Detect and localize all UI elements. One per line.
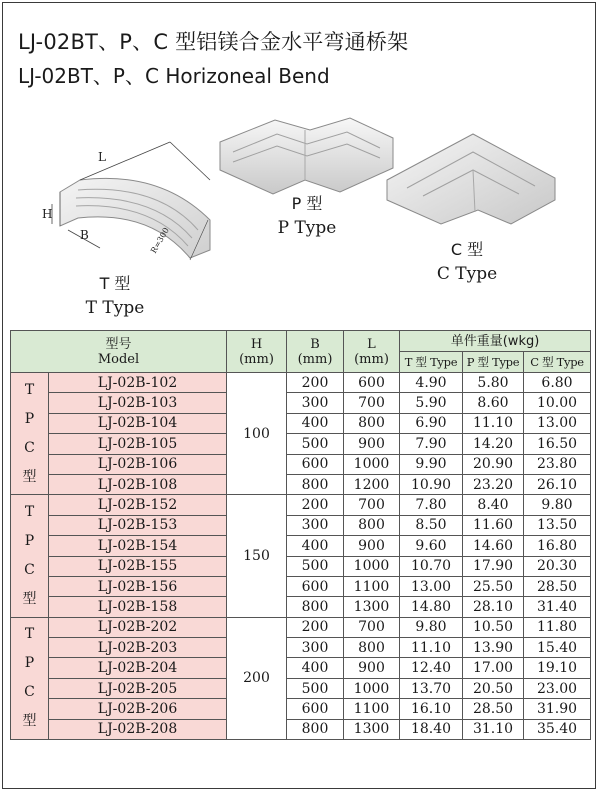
l-cell: 800 [344, 413, 400, 433]
l-cell: 1300 [344, 597, 400, 617]
l-cell: 1200 [344, 474, 400, 494]
type-letter: P [24, 533, 35, 550]
c-weight-cell: 23.00 [524, 678, 591, 698]
t-weight-cell: 4.90 [400, 373, 463, 393]
p-weight-cell: 11.60 [463, 515, 524, 535]
table-row [11, 495, 591, 515]
type-letter: C [24, 439, 35, 456]
table-row [11, 434, 591, 454]
table-row [11, 638, 591, 658]
b-cell: 500 [287, 678, 344, 698]
p-weight-cell: 8.60 [463, 393, 524, 413]
b-cell: 500 [287, 556, 344, 576]
type-letter: P [24, 410, 35, 427]
dim-h-label: H [42, 207, 53, 221]
l-cell: 900 [344, 658, 400, 678]
c-weight-cell: 6.80 [524, 373, 591, 393]
t-type-caption [70, 272, 160, 320]
l-cell: 700 [344, 393, 400, 413]
p-weight-cell: 31.10 [463, 719, 524, 739]
c-weight-cell: 20.30 [524, 556, 591, 576]
p-weight-cell: 8.40 [463, 495, 524, 515]
model-cell: LJ-02B-106 [49, 454, 227, 474]
t-type-illustration [40, 140, 240, 280]
c-type-caption-en: C Type [436, 264, 498, 284]
p-type-caption [262, 192, 352, 240]
header-weight: 单件重量(wkg) [400, 331, 591, 352]
t-weight-cell: 13.70 [400, 678, 463, 698]
b-cell: 300 [287, 515, 344, 535]
b-cell: 600 [287, 699, 344, 719]
table-row [11, 556, 591, 576]
p-weight-cell: 17.90 [463, 556, 524, 576]
header-t-type: T 型 Type [400, 352, 463, 373]
type-group-label [11, 617, 49, 739]
t-type-caption-en: T Type [85, 298, 145, 318]
header-b-label: B [310, 336, 320, 352]
l-cell: 1000 [344, 454, 400, 474]
model-cell: LJ-02B-152 [49, 495, 227, 515]
model-cell: LJ-02B-202 [49, 617, 227, 637]
p-weight-cell: 25.50 [463, 576, 524, 596]
l-cell: 900 [344, 536, 400, 556]
b-cell: 200 [287, 617, 344, 637]
c-weight-cell: 35.40 [524, 719, 591, 739]
p-weight-cell: 14.20 [463, 434, 524, 454]
table-row [11, 658, 591, 678]
table-row [11, 515, 591, 535]
t-weight-cell: 8.50 [400, 515, 463, 535]
table-row [11, 474, 591, 494]
c-weight-cell: 16.80 [524, 536, 591, 556]
b-cell: 600 [287, 454, 344, 474]
type-letter: C [24, 684, 35, 701]
c-weight-cell: 11.80 [524, 617, 591, 637]
model-cell: LJ-02B-104 [49, 413, 227, 433]
p-weight-cell: 23.20 [463, 474, 524, 494]
p-weight-cell: 28.10 [463, 597, 524, 617]
dim-b-label: B [80, 228, 89, 242]
t-weight-cell: 11.10 [400, 638, 463, 658]
model-cell: LJ-02B-105 [49, 434, 227, 454]
c-type-caption-cn: C 型 [450, 240, 484, 259]
table-row [11, 719, 591, 739]
table-row [11, 393, 591, 413]
p-type-caption-en: P Type [277, 218, 337, 238]
t-weight-cell: 7.90 [400, 434, 463, 454]
c-weight-cell: 13.50 [524, 515, 591, 535]
p-type-caption-cn: P 型 [291, 194, 323, 213]
spec-table-body [11, 373, 591, 740]
l-cell: 1100 [344, 576, 400, 596]
p-weight-cell: 10.50 [463, 617, 524, 637]
c-weight-cell: 19.10 [524, 658, 591, 678]
type-letter: P [24, 655, 35, 672]
p-type-illustration [215, 112, 395, 197]
table-row [11, 413, 591, 433]
t-weight-cell: 5.90 [400, 393, 463, 413]
spec-table [10, 330, 591, 740]
c-weight-cell: 28.50 [524, 576, 591, 596]
t-weight-cell: 10.90 [400, 474, 463, 494]
l-cell: 900 [344, 434, 400, 454]
c-weight-cell: 31.40 [524, 597, 591, 617]
header-h [227, 331, 287, 373]
b-cell: 400 [287, 413, 344, 433]
table-row [11, 678, 591, 698]
c-weight-cell: 31.90 [524, 699, 591, 719]
table-row [11, 597, 591, 617]
t-weight-cell: 18.40 [400, 719, 463, 739]
model-cell: LJ-02B-102 [49, 373, 227, 393]
header-l [344, 331, 400, 373]
b-cell: 400 [287, 658, 344, 678]
l-cell: 1000 [344, 678, 400, 698]
t-weight-cell: 9.80 [400, 617, 463, 637]
header-p-type: P 型 Type [463, 352, 524, 373]
l-cell: 700 [344, 617, 400, 637]
b-cell: 400 [287, 536, 344, 556]
model-cell: LJ-02B-208 [49, 719, 227, 739]
t-weight-cell: 9.90 [400, 454, 463, 474]
t-type-caption-cn: T 型 [99, 274, 131, 293]
table-row [11, 536, 591, 556]
model-cell: LJ-02B-203 [49, 638, 227, 658]
header-h-unit: (mm) [239, 351, 274, 367]
l-cell: 1300 [344, 719, 400, 739]
header-model [11, 331, 227, 373]
p-weight-cell: 20.90 [463, 454, 524, 474]
table-row [11, 454, 591, 474]
t-weight-cell: 16.10 [400, 699, 463, 719]
p-weight-cell: 17.00 [463, 658, 524, 678]
model-cell: LJ-02B-204 [49, 658, 227, 678]
c-weight-cell: 23.80 [524, 454, 591, 474]
type-letter: T [24, 381, 35, 398]
c-weight-cell: 13.00 [524, 413, 591, 433]
model-cell: LJ-02B-155 [49, 556, 227, 576]
c-type-illustration [383, 128, 558, 228]
c-weight-cell: 9.80 [524, 495, 591, 515]
c-type-caption [422, 238, 512, 286]
type-letter: 型 [22, 591, 37, 608]
h-cell: 200 [227, 617, 287, 739]
c-weight-cell: 10.00 [524, 393, 591, 413]
title-chinese: LJ-02BT、P、C 型铝镁合金水平弯通桥架 [18, 30, 409, 54]
model-cell: LJ-02B-153 [49, 515, 227, 535]
t-weight-cell: 14.80 [400, 597, 463, 617]
header-l-label: L [367, 336, 376, 352]
b-cell: 800 [287, 597, 344, 617]
header-model-cn: 型号 [105, 336, 132, 352]
type-letter: 型 [22, 468, 37, 485]
p-weight-cell: 5.80 [463, 373, 524, 393]
h-cell: 150 [227, 495, 287, 617]
header-model-en: Model [97, 351, 140, 367]
c-weight-cell: 16.50 [524, 434, 591, 454]
table-row [11, 617, 591, 637]
h-cell: 100 [227, 373, 287, 495]
b-cell: 800 [287, 719, 344, 739]
l-cell: 800 [344, 515, 400, 535]
t-weight-cell: 9.60 [400, 536, 463, 556]
t-weight-cell: 12.40 [400, 658, 463, 678]
header-b [287, 331, 344, 373]
t-weight-cell: 10.70 [400, 556, 463, 576]
header-h-label: H [250, 336, 263, 352]
model-cell: LJ-02B-158 [49, 597, 227, 617]
model-cell: LJ-02B-206 [49, 699, 227, 719]
b-cell: 600 [287, 576, 344, 596]
type-letter: T [24, 626, 35, 643]
type-letter: T [24, 504, 35, 521]
p-weight-cell: 28.50 [463, 699, 524, 719]
title-english: LJ-02BT、P、C Horizoneal Bend [18, 64, 330, 88]
p-weight-cell: 20.50 [463, 678, 524, 698]
t-weight-cell: 13.00 [400, 576, 463, 596]
b-cell: 800 [287, 474, 344, 494]
header-b-unit: (mm) [297, 351, 333, 367]
l-cell: 1100 [344, 699, 400, 719]
table-row [11, 576, 591, 596]
l-cell: 800 [344, 638, 400, 658]
type-group-label [11, 373, 49, 495]
t-weight-cell: 7.80 [400, 495, 463, 515]
b-cell: 300 [287, 638, 344, 658]
type-letter: 型 [22, 713, 37, 730]
b-cell: 200 [287, 495, 344, 515]
l-cell: 1000 [344, 556, 400, 576]
model-cell: LJ-02B-156 [49, 576, 227, 596]
header-l-unit: (mm) [354, 351, 389, 367]
p-weight-cell: 11.10 [463, 413, 524, 433]
table-row [11, 373, 591, 393]
p-weight-cell: 14.60 [463, 536, 524, 556]
model-cell: LJ-02B-154 [49, 536, 227, 556]
model-cell: LJ-02B-108 [49, 474, 227, 494]
t-weight-cell: 6.90 [400, 413, 463, 433]
type-group-label [11, 495, 49, 617]
b-cell: 300 [287, 393, 344, 413]
model-cell: LJ-02B-103 [49, 393, 227, 413]
l-cell: 600 [344, 373, 400, 393]
table-row [11, 699, 591, 719]
dim-r-label: R=300 [149, 226, 171, 255]
b-cell: 200 [287, 373, 344, 393]
b-cell: 500 [287, 434, 344, 454]
dim-l-label: L [98, 150, 106, 164]
type-letter: C [24, 562, 35, 579]
p-weight-cell: 13.90 [463, 638, 524, 658]
l-cell: 700 [344, 495, 400, 515]
header-c-type: C 型 Type [524, 352, 591, 373]
c-weight-cell: 26.10 [524, 474, 591, 494]
c-weight-cell: 15.40 [524, 638, 591, 658]
model-cell: LJ-02B-205 [49, 678, 227, 698]
